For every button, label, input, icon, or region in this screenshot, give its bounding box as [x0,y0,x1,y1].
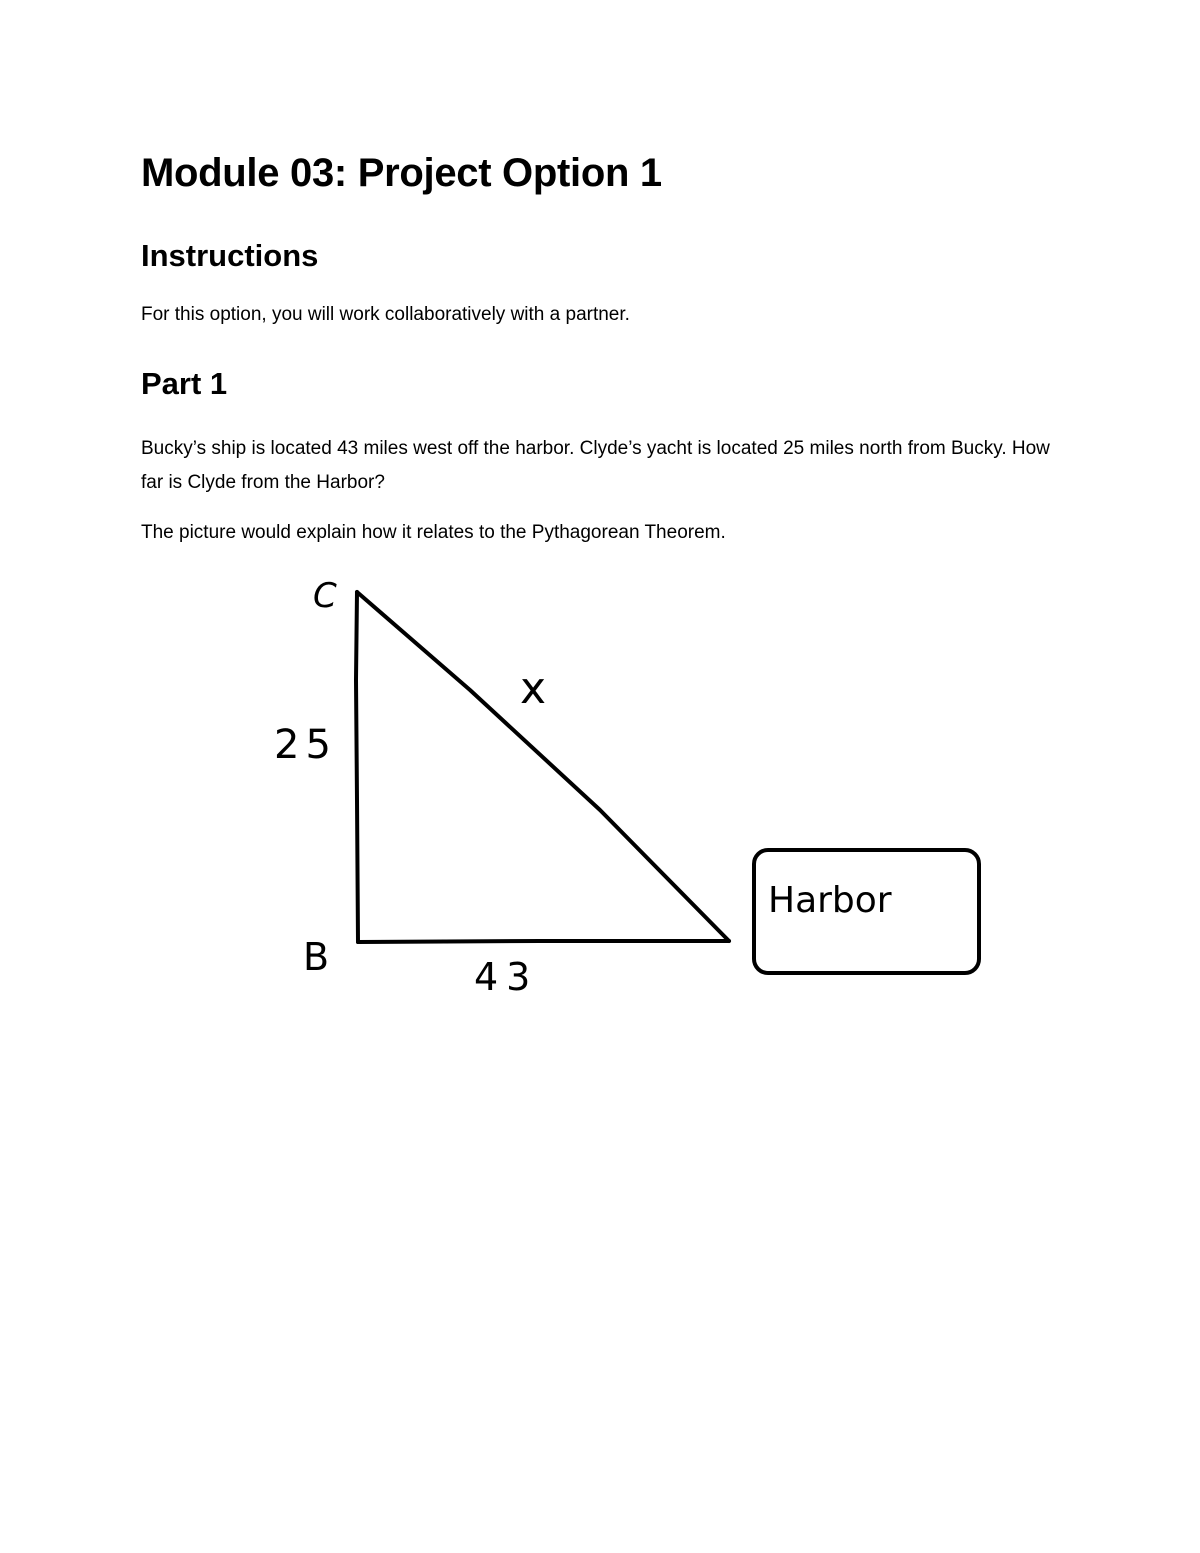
instructions-text: For this option, you will work collaboratively with a partner. [141,304,630,325]
page-title: Module 03: Project Option 1 [141,151,662,195]
hypotenuse-label: x [520,663,547,714]
vertex-b-label: B [303,935,330,979]
part1-heading: Part 1 [141,366,228,401]
vertex-c-label: C [313,576,337,616]
horizontal-side-label: 43 [474,955,539,999]
triangle-vertical-side [356,592,358,942]
part1-problem-text: Bucky’s ship is located 43 miles west off the harbor. Clyde’s yacht is located 25 miles north from Bucky. How far is Clyde from the Harbor? [141,438,1050,493]
part1-picture-note: The picture would explain how it relates to the Pythagorean Theorem. [141,522,726,543]
harbor-box [754,850,979,973]
triangle-hypotenuse [357,592,729,941]
harbor-label: Harbor [768,880,892,921]
triangle-horizontal-side [358,941,729,942]
instructions-heading: Instructions [141,238,319,273]
vertical-side-label: 25 [274,722,337,768]
